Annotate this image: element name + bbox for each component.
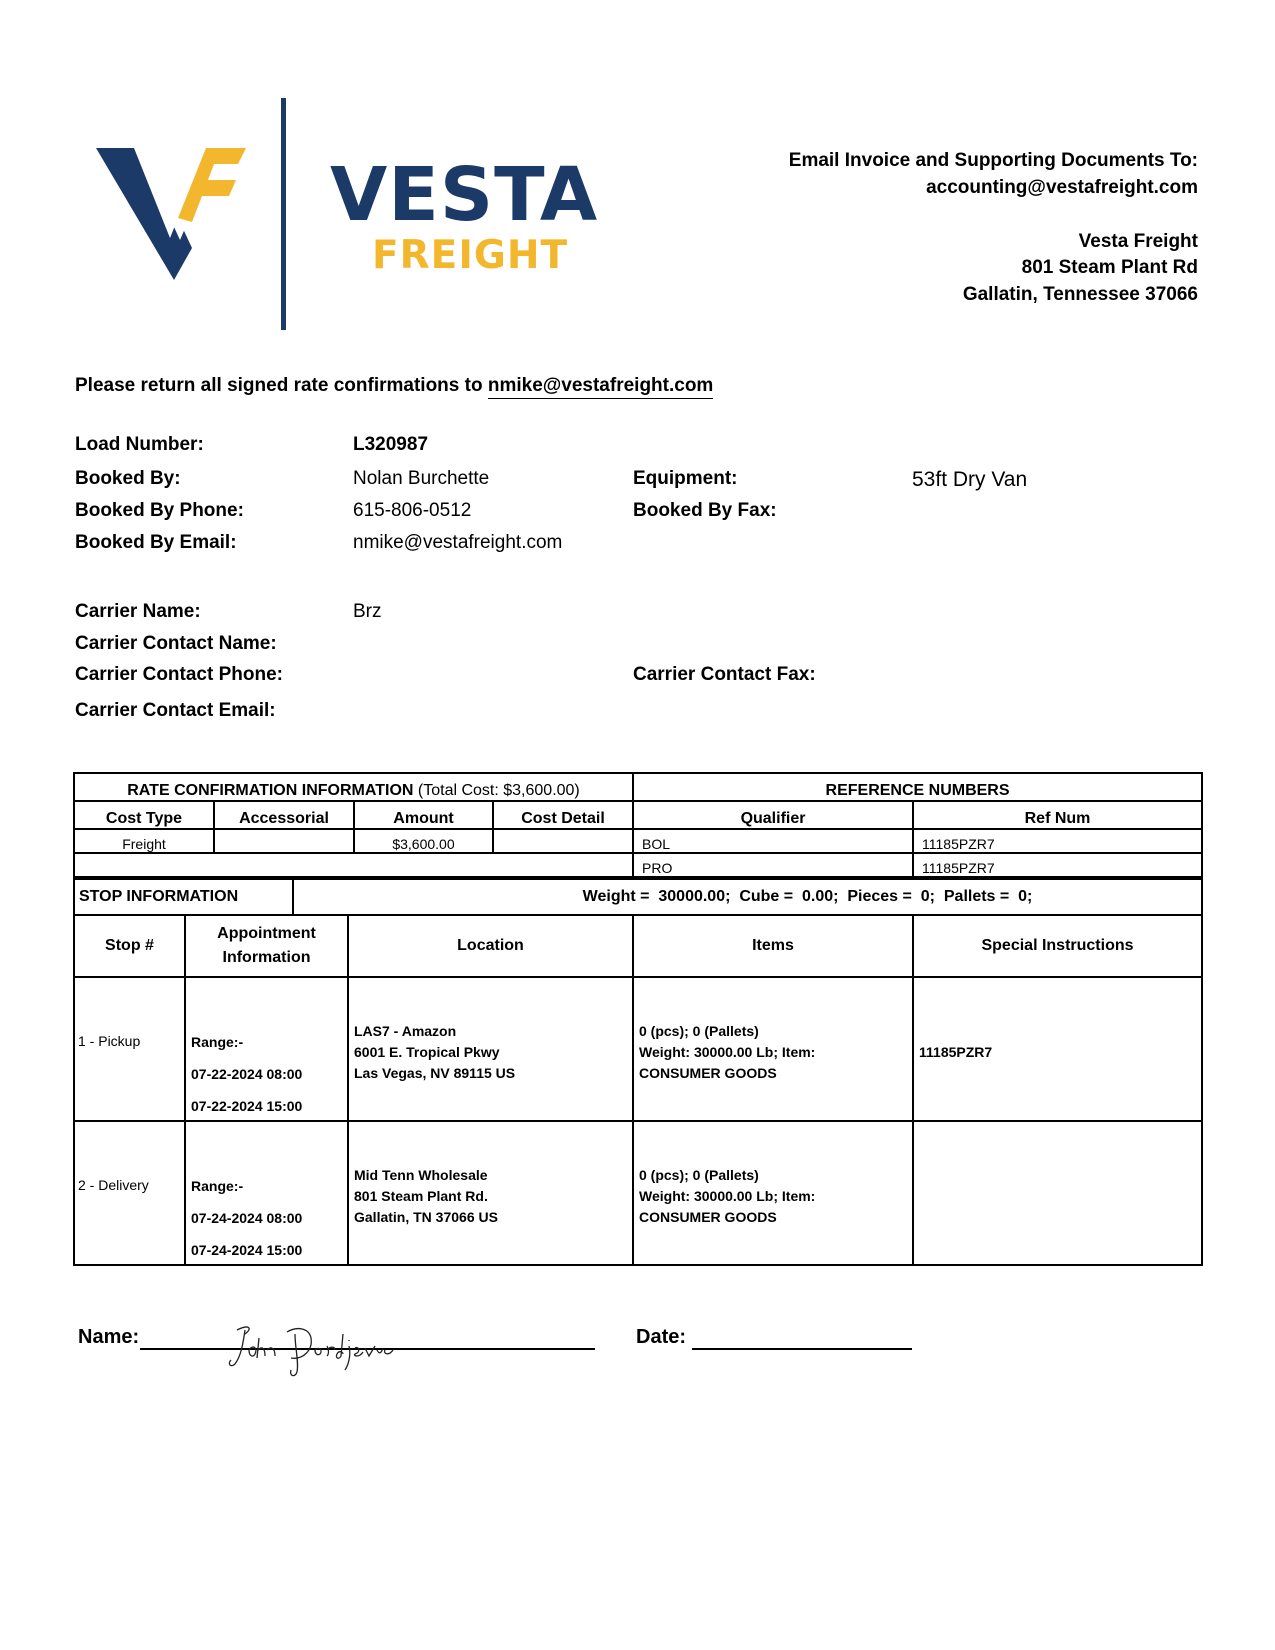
col-header-accessorial: Accessorial bbox=[214, 801, 354, 829]
items-count: 0 (pcs); 0 (Pallets) bbox=[639, 1023, 759, 1039]
appointment-to: 07-22-2024 15:00 bbox=[191, 1098, 303, 1114]
booked-by-phone-value: 615-806-0512 bbox=[353, 500, 472, 521]
accessorial-cell bbox=[214, 829, 354, 853]
carrier-contact-phone-label: Carrier Contact Phone: bbox=[75, 664, 283, 685]
special-instructions: 11185PZR7 bbox=[919, 1044, 993, 1060]
items-cell bbox=[633, 1121, 913, 1265]
company-city: Gallatin, Tennessee 37066 bbox=[962, 284, 1198, 305]
booked-by-label: Booked By: bbox=[75, 468, 181, 489]
col-header-instructions: Special Instructions bbox=[913, 915, 1202, 977]
items-count: 0 (pcs); 0 (Pallets) bbox=[639, 1167, 759, 1183]
location-city: Las Vegas, NV 89115 US bbox=[354, 1065, 516, 1081]
col-header-location: Location bbox=[348, 915, 633, 977]
return-note-text: Please return all signed rate confirmations to bbox=[75, 375, 488, 396]
rate-title-cell bbox=[74, 773, 633, 801]
amount-cell: $3,600.00 bbox=[354, 829, 493, 853]
location-name: LAS7 - Amazon bbox=[354, 1023, 457, 1039]
stop-info-title: STOP INFORMATION bbox=[74, 879, 293, 915]
location-name: Mid Tenn Wholesale bbox=[354, 1167, 488, 1183]
cost-detail-cell bbox=[493, 829, 633, 853]
rate-total-cost: (Total Cost: $3,600.00) bbox=[417, 782, 580, 799]
signature-name-label: Name: bbox=[78, 1326, 140, 1348]
ref-num-cell: 11185PZR7 bbox=[913, 853, 1202, 877]
stop-number: 1 - Pickup bbox=[78, 1033, 141, 1049]
col-header-qualifier: Qualifier bbox=[633, 801, 913, 829]
stop-cell bbox=[74, 1121, 185, 1265]
carrier-contact-fax-label: Carrier Contact Fax: bbox=[633, 664, 816, 685]
stop-summary-row bbox=[74, 879, 1202, 915]
equipment-label: Equipment: bbox=[633, 468, 738, 489]
reference-numbers-title: REFERENCE NUMBERS bbox=[633, 773, 1202, 801]
stop-information-table bbox=[73, 878, 1203, 1266]
items-weight: Weight: 30000.00 Lb; Item: bbox=[639, 1044, 816, 1060]
table-row bbox=[74, 829, 1202, 853]
carrier-name-value: Brz bbox=[353, 601, 382, 622]
logo-word-vesta: VESTA bbox=[330, 152, 599, 238]
empty-cost-cell bbox=[74, 853, 633, 877]
col-header-ref-num: Ref Num bbox=[913, 801, 1202, 829]
stop-header-row bbox=[74, 915, 1202, 977]
location-street: 6001 E. Tropical Pkwy bbox=[354, 1044, 500, 1060]
carrier-name-label: Carrier Name: bbox=[75, 601, 201, 622]
equipment-value: 53ft Dry Van bbox=[912, 468, 1028, 491]
rate-title-row bbox=[74, 773, 1202, 801]
booked-by-phone-label: Booked By Phone: bbox=[75, 500, 244, 521]
ref-num-cell: 11185PZR7 bbox=[913, 829, 1202, 853]
invoice-email-instruction: Email Invoice and Supporting Documents To: bbox=[788, 150, 1198, 171]
items-cell bbox=[633, 977, 913, 1121]
col-header-cost-type: Cost Type bbox=[74, 801, 214, 829]
appointment-range: Range:- bbox=[191, 1178, 244, 1194]
items-weight: Weight: 30000.00 Lb; Item: bbox=[639, 1188, 816, 1204]
items-description: CONSUMER GOODS bbox=[639, 1065, 777, 1081]
appointment-label-1: Appointment bbox=[217, 925, 316, 942]
company-name: Vesta Freight bbox=[1078, 231, 1198, 252]
table-row bbox=[74, 853, 1202, 877]
load-number-label: Load Number: bbox=[75, 434, 204, 455]
rate-title: RATE CONFIRMATION INFORMATION bbox=[127, 782, 414, 799]
booked-by-fax-label: Booked By Fax: bbox=[633, 500, 777, 521]
accounting-email: accounting@vestafreight.com bbox=[926, 177, 1198, 198]
return-email-link[interactable]: nmike@vestafreight.com bbox=[488, 375, 714, 399]
stop-summary: Weight = 30000.00; Cube = 0.00; Pieces = 0; Pallets = 0; bbox=[293, 879, 1202, 915]
instructions-cell bbox=[913, 977, 1202, 1121]
location-cell bbox=[348, 977, 633, 1121]
logo-word-freight: FREIGHT bbox=[372, 233, 569, 278]
location-cell bbox=[348, 1121, 633, 1265]
signature-date-line[interactable] bbox=[692, 1348, 912, 1350]
appointment-cell bbox=[185, 977, 348, 1121]
table-row bbox=[74, 977, 1202, 1121]
qualifier-cell: PRO bbox=[633, 853, 913, 877]
stop-number: 2 - Delivery bbox=[78, 1177, 149, 1193]
return-note bbox=[75, 376, 713, 395]
instructions-cell bbox=[913, 1121, 1202, 1265]
col-header-items: Items bbox=[633, 915, 913, 977]
appointment-cell bbox=[185, 1121, 348, 1265]
col-header-amount: Amount bbox=[354, 801, 493, 829]
appointment-from: 07-22-2024 08:00 bbox=[191, 1066, 303, 1082]
items-description: CONSUMER GOODS bbox=[639, 1209, 777, 1225]
signature-date-label: Date: bbox=[636, 1326, 687, 1348]
location-city: Gallatin, TN 37066 US bbox=[354, 1209, 498, 1225]
appointment-to: 07-24-2024 15:00 bbox=[191, 1242, 303, 1258]
appointment-from: 07-24-2024 08:00 bbox=[191, 1210, 303, 1226]
carrier-contact-email-label: Carrier Contact Email: bbox=[75, 700, 276, 721]
location-street: 801 Steam Plant Rd. bbox=[354, 1188, 488, 1204]
col-header-stop: Stop # bbox=[74, 915, 185, 977]
company-street: 801 Steam Plant Rd bbox=[1021, 257, 1198, 278]
col-header-appointment bbox=[185, 915, 348, 977]
appointment-range: Range:- bbox=[191, 1034, 244, 1050]
rate-header-row bbox=[74, 801, 1202, 829]
handwritten-signature bbox=[225, 1320, 395, 1380]
booked-by-value: Nolan Burchette bbox=[353, 468, 490, 489]
appointment-label-2: Information bbox=[222, 949, 311, 966]
load-number-value: L320987 bbox=[353, 434, 429, 455]
rate-confirmation-table bbox=[73, 772, 1203, 878]
stop-cell bbox=[74, 977, 185, 1121]
qualifier-cell: BOL bbox=[633, 829, 913, 853]
cost-type-cell: Freight bbox=[74, 829, 214, 853]
booked-by-email-value: nmike@vestafreight.com bbox=[353, 532, 563, 553]
col-header-cost-detail: Cost Detail bbox=[493, 801, 633, 829]
booked-by-email-label: Booked By Email: bbox=[75, 532, 237, 553]
table-row bbox=[74, 1121, 1202, 1265]
carrier-contact-name-label: Carrier Contact Name: bbox=[75, 633, 277, 654]
